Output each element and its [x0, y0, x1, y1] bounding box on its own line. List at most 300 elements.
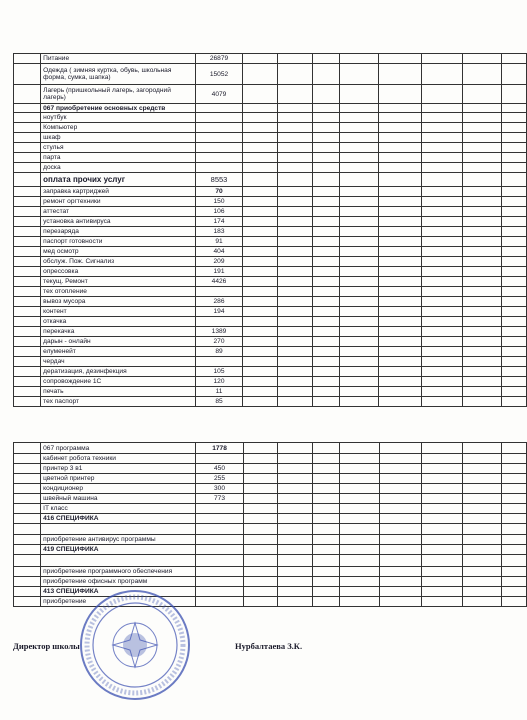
empty-cell: [421, 54, 462, 64]
empty-cell: [379, 387, 421, 397]
table-row: [14, 247, 527, 257]
empty-cell: [421, 217, 462, 227]
row-label: тех отопление: [41, 287, 195, 297]
empty-cell: [312, 377, 339, 387]
empty-cell: [379, 267, 421, 277]
empty-cell: [379, 577, 421, 587]
empty-cell: [501, 545, 526, 555]
empty-cell: [243, 277, 277, 287]
empty-cell: [379, 567, 421, 577]
empty-cell: [462, 454, 501, 464]
budget-table-programs: [13, 442, 527, 607]
row-amount: [195, 163, 243, 173]
empty-cell: [312, 54, 339, 64]
empty-cell: [277, 307, 312, 317]
empty-cell: [14, 367, 41, 377]
empty-cell: [312, 367, 339, 377]
empty-cell: [312, 494, 339, 504]
empty-cell: [462, 597, 501, 607]
empty-cell: [243, 64, 277, 85]
empty-cell: [312, 484, 339, 494]
table-row: [14, 443, 527, 454]
empty-cell: [501, 113, 526, 123]
empty-cell: [501, 54, 526, 64]
empty-cell: [339, 317, 379, 327]
row-amount: [196, 587, 243, 597]
row-label: перезаряда: [41, 227, 195, 237]
empty-cell: [14, 153, 41, 163]
empty-cell: [379, 133, 421, 143]
empty-cell: [312, 217, 339, 227]
empty-cell: [277, 287, 312, 297]
empty-cell: [379, 257, 421, 267]
empty-cell: [277, 464, 312, 474]
empty-cell: [340, 454, 379, 464]
empty-cell: [243, 545, 277, 555]
table-row: [14, 474, 527, 484]
empty-cell: [243, 54, 277, 64]
empty-cell: [243, 227, 277, 237]
empty-cell: [243, 237, 277, 247]
empty-cell: [462, 143, 501, 153]
empty-cell: [340, 555, 379, 567]
table-row: [14, 163, 527, 173]
empty-cell: [277, 217, 312, 227]
empty-cell: [379, 504, 421, 514]
empty-cell: [243, 163, 277, 173]
empty-cell: [462, 484, 501, 494]
row-label: цветной принтер: [41, 474, 196, 484]
empty-cell: [501, 535, 526, 545]
empty-cell: [14, 337, 41, 347]
row-label: дарын - онлайн: [41, 337, 195, 347]
empty-cell: [243, 387, 277, 397]
table-row: [14, 464, 527, 474]
row-amount: 404: [195, 247, 243, 257]
empty-cell: [14, 277, 41, 287]
empty-cell: [243, 397, 277, 407]
empty-cell: [421, 494, 462, 504]
row-amount: 15052: [195, 64, 243, 85]
empty-cell: [421, 357, 462, 367]
table-row: [14, 377, 527, 387]
empty-cell: [277, 143, 312, 153]
table-row: [14, 484, 527, 494]
empty-cell: [501, 464, 526, 474]
row-amount: [196, 514, 243, 524]
row-label: аттестат: [41, 207, 195, 217]
empty-cell: [277, 267, 312, 277]
empty-cell: [312, 597, 339, 607]
empty-cell: [421, 377, 462, 387]
empty-cell: [277, 133, 312, 143]
empty-cell: [277, 474, 312, 484]
empty-cell: [277, 64, 312, 85]
empty-cell: [379, 357, 421, 367]
empty-cell: [312, 567, 339, 577]
empty-cell: [501, 317, 526, 327]
table-row: [14, 494, 527, 504]
empty-cell: [14, 357, 41, 367]
empty-cell: [312, 514, 339, 524]
empty-cell: [501, 327, 526, 337]
empty-cell: [340, 494, 379, 504]
empty-cell: [421, 237, 462, 247]
empty-cell: [312, 257, 339, 267]
empty-cell: [312, 267, 339, 277]
empty-cell: [312, 287, 339, 297]
empty-cell: [379, 277, 421, 287]
empty-cell: [277, 484, 312, 494]
empty-cell: [312, 237, 339, 247]
empty-cell: [421, 85, 462, 104]
empty-cell: [421, 524, 462, 535]
empty-cell: [312, 85, 339, 104]
empty-cell: [14, 535, 41, 545]
empty-cell: [277, 545, 312, 555]
empty-cell: [243, 587, 277, 597]
empty-cell: [339, 377, 379, 387]
table-row: [14, 153, 527, 163]
empty-cell: [312, 104, 339, 113]
empty-cell: [14, 297, 41, 307]
empty-cell: [14, 484, 41, 494]
empty-cell: [14, 494, 41, 504]
row-amount: 191: [195, 267, 243, 277]
empty-cell: [312, 504, 339, 514]
empty-cell: [421, 267, 462, 277]
empty-cell: [277, 597, 312, 607]
empty-cell: [379, 287, 421, 297]
table-row: [14, 64, 527, 85]
empty-cell: [501, 597, 526, 607]
empty-cell: [421, 123, 462, 133]
row-amount: [195, 104, 243, 113]
empty-cell: [14, 207, 41, 217]
empty-cell: [462, 535, 501, 545]
empty-cell: [339, 397, 379, 407]
table-row: [14, 327, 527, 337]
empty-cell: [501, 454, 526, 464]
table-row: [14, 347, 527, 357]
empty-cell: [379, 514, 421, 524]
empty-cell: [312, 545, 339, 555]
empty-cell: [462, 163, 501, 173]
empty-cell: [421, 207, 462, 217]
empty-cell: [339, 347, 379, 357]
empty-cell: [462, 64, 501, 85]
empty-cell: [277, 587, 312, 597]
empty-cell: [277, 577, 312, 587]
empty-cell: [501, 567, 526, 577]
empty-cell: [312, 227, 339, 237]
empty-cell: [312, 163, 339, 173]
empty-cell: [379, 317, 421, 327]
row-amount: 8553: [195, 173, 243, 187]
empty-cell: [312, 317, 339, 327]
empty-cell: [379, 535, 421, 545]
empty-cell: [501, 173, 526, 187]
empty-cell: [340, 464, 379, 474]
empty-cell: [462, 494, 501, 504]
empty-cell: [421, 504, 462, 514]
empty-cell: [379, 207, 421, 217]
row-label: приобретение антивирус программы: [41, 535, 196, 545]
empty-cell: [14, 597, 41, 607]
empty-cell: [312, 143, 339, 153]
row-amount: 4426: [195, 277, 243, 287]
table-row: [14, 85, 527, 104]
empty-cell: [501, 357, 526, 367]
empty-cell: [277, 163, 312, 173]
empty-cell: [243, 514, 277, 524]
empty-cell: [340, 535, 379, 545]
row-amount: [196, 504, 243, 514]
empty-cell: [312, 357, 339, 367]
empty-cell: [379, 173, 421, 187]
empty-cell: [421, 113, 462, 123]
row-label: обслуж. Пож. Сигнализ: [41, 257, 195, 267]
empty-cell: [501, 494, 526, 504]
empty-cell: [501, 267, 526, 277]
empty-cell: [501, 287, 526, 297]
table-row: [14, 535, 527, 545]
empty-cell: [340, 443, 379, 454]
table-row: [14, 567, 527, 577]
empty-cell: [312, 474, 339, 484]
row-amount: [196, 597, 243, 607]
empty-cell: [462, 587, 501, 597]
empty-cell: [501, 153, 526, 163]
empty-cell: [339, 163, 379, 173]
empty-cell: [462, 277, 501, 287]
empty-cell: [243, 484, 277, 494]
row-amount: 194: [195, 307, 243, 317]
row-label: швейный машина: [41, 494, 196, 504]
empty-cell: [277, 337, 312, 347]
empty-cell: [421, 555, 462, 567]
empty-cell: [243, 464, 277, 474]
empty-cell: [501, 307, 526, 317]
empty-cell: [277, 504, 312, 514]
table-row: [14, 307, 527, 317]
empty-cell: [421, 397, 462, 407]
empty-cell: [14, 397, 41, 407]
empty-cell: [462, 347, 501, 357]
empty-cell: [14, 454, 41, 464]
empty-cell: [14, 237, 41, 247]
empty-cell: [243, 247, 277, 257]
empty-cell: [501, 297, 526, 307]
empty-cell: [501, 197, 526, 207]
empty-cell: [421, 257, 462, 267]
empty-cell: [421, 567, 462, 577]
empty-cell: [340, 524, 379, 535]
empty-cell: [379, 54, 421, 64]
empty-cell: [339, 337, 379, 347]
empty-cell: [462, 113, 501, 123]
empty-cell: [379, 454, 421, 464]
empty-cell: [243, 535, 277, 545]
empty-cell: [14, 54, 41, 64]
empty-cell: [14, 85, 41, 104]
empty-cell: [462, 337, 501, 347]
empty-cell: [379, 443, 421, 454]
empty-cell: [421, 173, 462, 187]
row-amount: 105: [195, 367, 243, 377]
row-label: 067 приобретение основных средств: [41, 104, 195, 113]
empty-cell: [501, 577, 526, 587]
empty-cell: [243, 577, 277, 587]
empty-cell: [421, 227, 462, 237]
empty-cell: [462, 217, 501, 227]
table-row: [14, 287, 527, 297]
empty-cell: [421, 454, 462, 464]
empty-cell: [312, 277, 339, 287]
empty-cell: [14, 504, 41, 514]
row-label: дератизация, дезинфекция: [41, 367, 195, 377]
empty-cell: [243, 494, 277, 504]
empty-cell: [277, 377, 312, 387]
row-label: печать: [41, 387, 195, 397]
empty-cell: [421, 587, 462, 597]
empty-cell: [501, 337, 526, 347]
empty-cell: [277, 555, 312, 567]
empty-cell: [501, 514, 526, 524]
table-row: [14, 173, 527, 187]
empty-cell: [243, 597, 277, 607]
empty-cell: [379, 64, 421, 85]
empty-cell: [243, 85, 277, 104]
empty-cell: [277, 237, 312, 247]
empty-cell: [14, 307, 41, 317]
empty-cell: [379, 474, 421, 484]
empty-cell: [421, 545, 462, 555]
empty-cell: [339, 367, 379, 377]
row-amount: 150: [195, 197, 243, 207]
table-row: [14, 187, 527, 197]
row-label: текущ. Ремонт: [41, 277, 195, 287]
empty-cell: [277, 567, 312, 577]
empty-cell: [277, 104, 312, 113]
row-amount: [195, 143, 243, 153]
empty-cell: [339, 113, 379, 123]
empty-cell: [462, 367, 501, 377]
empty-cell: [501, 443, 526, 454]
row-label: Компьютер: [41, 123, 195, 133]
empty-cell: [14, 347, 41, 357]
empty-cell: [462, 327, 501, 337]
table-row: [14, 207, 527, 217]
empty-cell: [462, 514, 501, 524]
row-amount: [196, 555, 243, 567]
empty-cell: [339, 247, 379, 257]
empty-cell: [339, 277, 379, 287]
empty-cell: [379, 597, 421, 607]
empty-cell: [339, 54, 379, 64]
row-amount: [196, 524, 243, 535]
table-row: [14, 257, 527, 267]
empty-cell: [14, 227, 41, 237]
empty-cell: [312, 153, 339, 163]
empty-cell: [243, 307, 277, 317]
empty-cell: [462, 443, 501, 454]
empty-cell: [462, 207, 501, 217]
empty-cell: [243, 357, 277, 367]
empty-cell: [243, 133, 277, 143]
empty-cell: [379, 545, 421, 555]
empty-cell: [312, 337, 339, 347]
empty-cell: [462, 545, 501, 555]
empty-cell: [277, 317, 312, 327]
empty-cell: [277, 514, 312, 524]
empty-cell: [501, 237, 526, 247]
empty-cell: [501, 123, 526, 133]
empty-cell: [312, 387, 339, 397]
empty-cell: [277, 257, 312, 267]
empty-cell: [379, 227, 421, 237]
empty-cell: [14, 257, 41, 267]
empty-cell: [462, 377, 501, 387]
table-row: [14, 133, 527, 143]
empty-cell: [312, 464, 339, 474]
row-label: принтер 3 в1: [41, 464, 196, 474]
row-amount: 300: [196, 484, 243, 494]
empty-cell: [501, 347, 526, 357]
table-row: [14, 555, 527, 567]
empty-cell: [14, 327, 41, 337]
row-label: кабинет робота техники: [41, 454, 196, 464]
director-name: Нурбалтаева З.К.: [235, 641, 303, 651]
empty-cell: [501, 504, 526, 514]
empty-cell: [277, 327, 312, 337]
empty-cell: [243, 153, 277, 163]
empty-cell: [462, 567, 501, 577]
empty-cell: [277, 367, 312, 377]
empty-cell: [379, 587, 421, 597]
empty-cell: [462, 104, 501, 113]
empty-cell: [14, 317, 41, 327]
empty-cell: [14, 163, 41, 173]
row-label: перекачка: [41, 327, 195, 337]
row-label: Одежда ( зимняя куртка, обувь, школьная форма, сумка, шапка): [41, 64, 195, 85]
empty-cell: [243, 197, 277, 207]
empty-cell: [379, 397, 421, 407]
empty-cell: [340, 577, 379, 587]
empty-cell: [277, 454, 312, 464]
empty-cell: [14, 545, 41, 555]
row-label: 413 СПЕЦИФИКА: [41, 587, 196, 597]
empty-cell: [243, 207, 277, 217]
empty-cell: [339, 133, 379, 143]
empty-cell: [339, 357, 379, 367]
empty-cell: [14, 577, 41, 587]
empty-cell: [462, 577, 501, 587]
empty-cell: [14, 267, 41, 277]
empty-cell: [501, 133, 526, 143]
empty-cell: [501, 474, 526, 484]
row-label: кондиционер: [41, 484, 196, 494]
empty-cell: [421, 387, 462, 397]
empty-cell: [339, 197, 379, 207]
empty-cell: [339, 143, 379, 153]
empty-cell: [501, 85, 526, 104]
empty-cell: [421, 367, 462, 377]
row-amount: 270: [195, 337, 243, 347]
empty-cell: [340, 514, 379, 524]
empty-cell: [340, 597, 379, 607]
empty-cell: [277, 443, 312, 454]
